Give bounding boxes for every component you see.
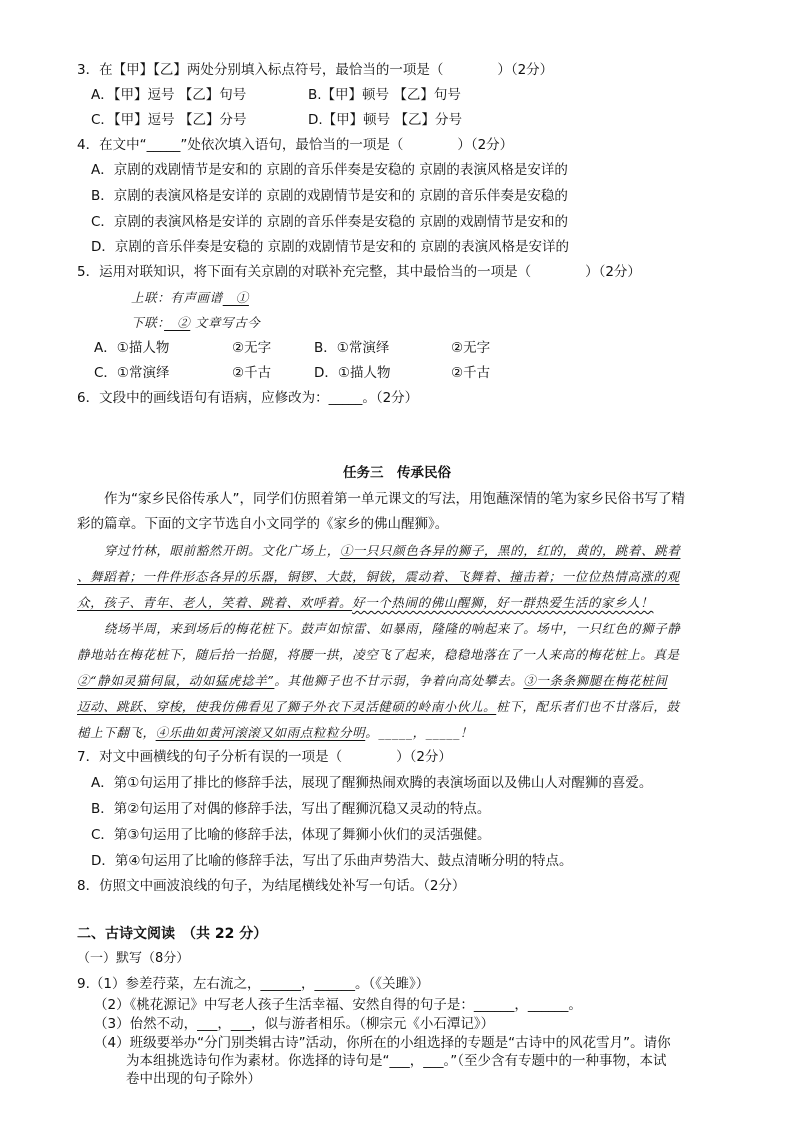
q9-line4: （4）班级要举办“分门别类辑古诗”活动，你所在的小组选择的专题是“古诗中的风花雪月”。请你 <box>94 1035 671 1051</box>
wavy-sentence: 好一个热闹的佛山醒狮，好一群热爱生活的家乡人！ <box>352 595 654 610</box>
q9-line3: （3）佁然不动，___，___，似与游者相乐。（柳宗元《小石潭记》） <box>94 1016 495 1032</box>
p1-start: 穿过竹林，眼前豁然开朗。文化广场上， <box>104 543 340 558</box>
passage-p2-line4 <box>77 698 680 716</box>
q6-stem: 6．文段中的画线语句有语病，应修改为：_____。（2分） <box>77 390 419 406</box>
q3-option-a: A．【甲】逗号 【乙】句号 <box>91 87 247 103</box>
passage-p2-line5 <box>77 724 473 742</box>
q7-option-d: D．第④句运用了比喻的修辞手法，写出了乐曲声势浩大、鼓点清晰分明的特点。 <box>91 853 573 869</box>
q7-option-b: B．第②句运用了对偶的修辞手法，写出了醒狮沉稳又灵动的特点。 <box>91 801 491 817</box>
sentence-2: ②“静如灵猫伺鼠，动如猛虎捻羊” <box>77 673 275 688</box>
couplet-lower <box>131 314 260 332</box>
q3-stem: 3．在【甲】【乙】两处分别填入标点符号，最恰当的一项是（ ）（2分） <box>77 62 554 78</box>
q5-option-d-2: ②千古 <box>451 365 491 381</box>
q3-option-c: C．【甲】逗号 【乙】分号 <box>91 112 247 128</box>
q7-option-c: C．第③句运用了比喻的修辞手法，体现了舞狮小伙们的灵活强健。 <box>91 827 491 843</box>
q5-option-b-2: ②无字 <box>451 340 491 356</box>
q9-line5: 为本组挑选诗句作为素材。你选择的诗句是“___，___。”（至少含有专题中的一种事物，本试 <box>126 1053 667 1069</box>
passage-p2-line2: 静地站在梅花桩下，随后抬一抬腿，将腰一拱，凌空飞了起来，稳稳地落在了一人来高的梅花桩上。真是 <box>77 647 680 662</box>
q5-option-c-2: ②千古 <box>232 365 272 381</box>
p2-line4-end: 桩下，配乐者们也不甘落后，鼓 <box>496 699 680 714</box>
passage-p1-line1 <box>104 542 680 560</box>
q7-option-a: A．第①句运用了排比的修辞手法，展现了醒狮热闹欢腾的表演场面以及佛山人对醒狮的喜爱。 <box>91 775 653 791</box>
q5-stem: 5．运用对联知识，将下面有关京剧的对联补充完整，其中最恰当的一项是（ ）（2分） <box>77 264 641 280</box>
couplet-upper-label: 上联：有声画谱 <box>131 290 223 305</box>
passage-p2-line3 <box>77 672 667 690</box>
q4-option-c: C．京剧的表演风格是安详的 京剧的音乐伴奏是安稳的 京剧的戏剧情节是安和的 <box>91 214 569 230</box>
q9-line1: 9.（1）参差荇菜，左右流之，______，______。（《关雎》） <box>77 976 430 992</box>
sentence-1-part1: ①一只只颜色各异的狮子，黑的，红的，黄的，跳着、跳着 <box>339 543 681 558</box>
couplet-upper <box>131 289 249 307</box>
p2-line5-start: 槌上下翻飞， <box>77 725 156 740</box>
task3-intro-line2: 彩的篇章。下面的文字节选自小文同学的《家乡的佛山醒狮》。 <box>77 516 449 532</box>
q5-option-d: D．①描人物 <box>314 365 391 381</box>
p2-mid: 。其他狮子也不甘示弱，争着向高处攀去。 <box>274 673 524 688</box>
sentence-3-part1: ③一条条狮腿在梅花桩间 <box>523 673 668 688</box>
p2-line5-end: 。_____，_____！ <box>365 725 474 740</box>
q5-option-b: B．①常演绎 <box>314 340 390 356</box>
passage-p1-line3 <box>77 594 653 612</box>
q9-line2: （2）《桃花源记》中写老人孩子生活幸福、安然自得的句子是：______，______。 <box>94 997 582 1013</box>
task3-intro-line1: 作为“家乡民俗传承人”，同学们仿照着第一单元课文的写法，用饱蘸深情的笔为家乡民俗书写了精 <box>104 491 685 507</box>
sentence-1-part2: 、舞蹈着；一件件形态各异的乐器，铜锣、大鼓，铜钹，震动着、飞舞着、撞击着；一位位热情高涨的观 <box>77 569 680 584</box>
passage-p2-line1: 绕场半周，来到场后的梅花桩下。鼓声如惊雷、如暴雨，隆隆的响起来了。场中，一只红色的狮子静 <box>104 621 681 636</box>
sentence-4: ④乐曲如黄河滚滚又如雨点粒粒分明 <box>155 725 366 740</box>
section2-title: 二、古诗文阅读 （共 22 分） <box>77 926 268 942</box>
q7-stem: 7．对文中画横线的句子分析有误的一项是（ ）（2分） <box>77 749 452 765</box>
q3-option-b: B.【甲】顿号 【乙】句号 <box>308 87 461 103</box>
sentence-3-part2: 迈动、跳跃、穿梭，使我仿佛看见了狮子外衣下灵活健硕的岭南小伙儿。 <box>77 699 497 714</box>
couplet-lower-label: 下联： <box>131 315 165 330</box>
q4-option-b: B．京剧的表演风格是安详的 京剧的戏剧情节是安和的 京剧的音乐伴奏是安稳的 <box>91 188 568 204</box>
q4-option-d: D．京剧的音乐伴奏是安稳的 京剧的戏剧情节是安和的 京剧的表演风格是安详的 <box>91 239 569 255</box>
sentence-1-part3: 众，孩子、青年、老人，笑着、跳着、欢呼着。 <box>77 595 353 610</box>
task3-title: 任务三 传承民俗 <box>343 465 451 481</box>
q4-stem: 4．在文中“_____”处依次填入语句，最恰当的一项是（ ）（2分） <box>77 137 514 153</box>
couplet-lower-blank: ② <box>164 315 191 330</box>
couplet-lower-text: 文章写古今 <box>190 315 261 330</box>
q5-option-a: A．①描人物 <box>94 340 170 356</box>
q5-option-a-2: ②无字 <box>232 340 272 356</box>
couplet-upper-blank: ① <box>222 290 249 305</box>
q9-line6: 卷中出现的句子除外） <box>126 1071 261 1087</box>
section2-subtitle: （一）默写（8分） <box>77 951 190 966</box>
q4-option-a: A．京剧的戏剧情节是安和的 京剧的音乐伴奏是安稳的 京剧的表演风格是安详的 <box>91 162 568 178</box>
q3-option-d: D.【甲】顿号 【乙】分号 <box>308 112 462 128</box>
q8-stem: 8．仿照文中画波浪线的句子，为结尾横线处补写一句话。（2分） <box>77 878 466 894</box>
q5-option-c: C．①常演绎 <box>94 365 170 381</box>
